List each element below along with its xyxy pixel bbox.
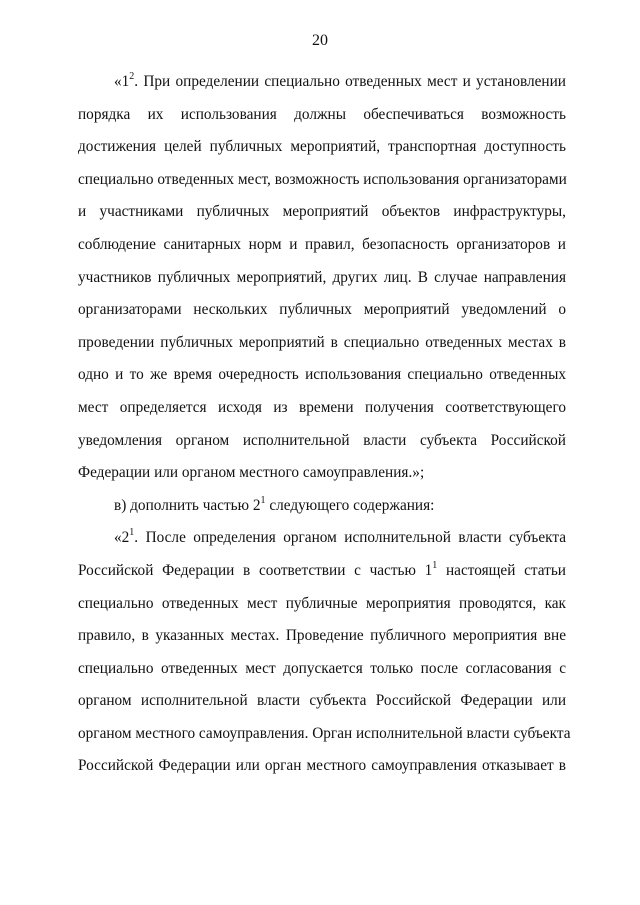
paragraph-line: специально отведенных мест публичные мероприятия проводятся, как <box>78 594 566 612</box>
paragraph-line: «$2^1$. После определения органом исполнительной власти субъекта <box>114 527 566 547</box>
superscript: 1 <box>260 494 266 506</box>
paragraph-line: достижения целей публичных мероприятий, транспортная доступность <box>78 138 566 156</box>
paragraph-line: порядка их использования должны обеспечиваться возможность <box>78 105 566 123</box>
paragraph-line: и участниками публичных мероприятий объектов инфраструктуры, <box>78 203 566 221</box>
paragraph-line: уведомления органом исполнительной власти субъекта Российской <box>78 431 566 449</box>
paragraph-public-events-places <box>78 70 566 494</box>
superscript: 1 <box>129 527 135 539</box>
paragraph-line: органом исполнительной власти субъекта Российской Федерации или <box>78 692 566 710</box>
paragraph-line: специально отведенных мест, возможность использования организаторами <box>78 170 567 188</box>
paragraph-line: Российской Федерации в соответствии с частью $1^1$ настоящей статьи <box>78 559 566 579</box>
superscript: 1 <box>432 559 438 571</box>
paragraph-line: «$1^2$. При определении специально отведенных мест и установлении <box>114 70 566 90</box>
paragraph-line: Российской Федерации или орган местного самоуправления отказывает в <box>78 757 566 775</box>
paragraph-line: участников публичных мероприятий, других лиц. В случае направления <box>78 268 566 286</box>
paragraph-line: специально отведенных мест допускается только после согласования с <box>78 659 566 677</box>
document-body <box>78 70 571 787</box>
superscript: 2 <box>129 70 135 82</box>
paragraph-line: одно и то же время очередность использования специально отведенных <box>78 366 566 384</box>
paragraph-amendment-intro <box>78 494 566 527</box>
paragraph-part-2-1 <box>78 526 571 787</box>
paragraph-line: Федерации или органом местного самоуправления.»; <box>78 464 425 482</box>
page-number: 20 <box>312 32 328 49</box>
paragraph-line: проведении публичных мероприятий в специально отведенных местах в <box>78 333 566 351</box>
paragraph-line: мест определяется исходя из времени получения соответствующего <box>78 398 566 416</box>
paragraph-line: органом местного самоуправления. Орган исполнительной власти субъекта <box>78 724 571 742</box>
paragraph-line: организаторами нескольких публичных мероприятий уведомлений о <box>78 301 566 319</box>
paragraph-line: в) дополнить частью $2^1$ следующего содержания: <box>114 494 435 514</box>
paragraph-line: соблюдение санитарных норм и правил, безопасность организаторов и <box>78 235 566 253</box>
paragraph-line: правило, в указанных местах. Проведение публичного мероприятия вне <box>78 627 566 645</box>
